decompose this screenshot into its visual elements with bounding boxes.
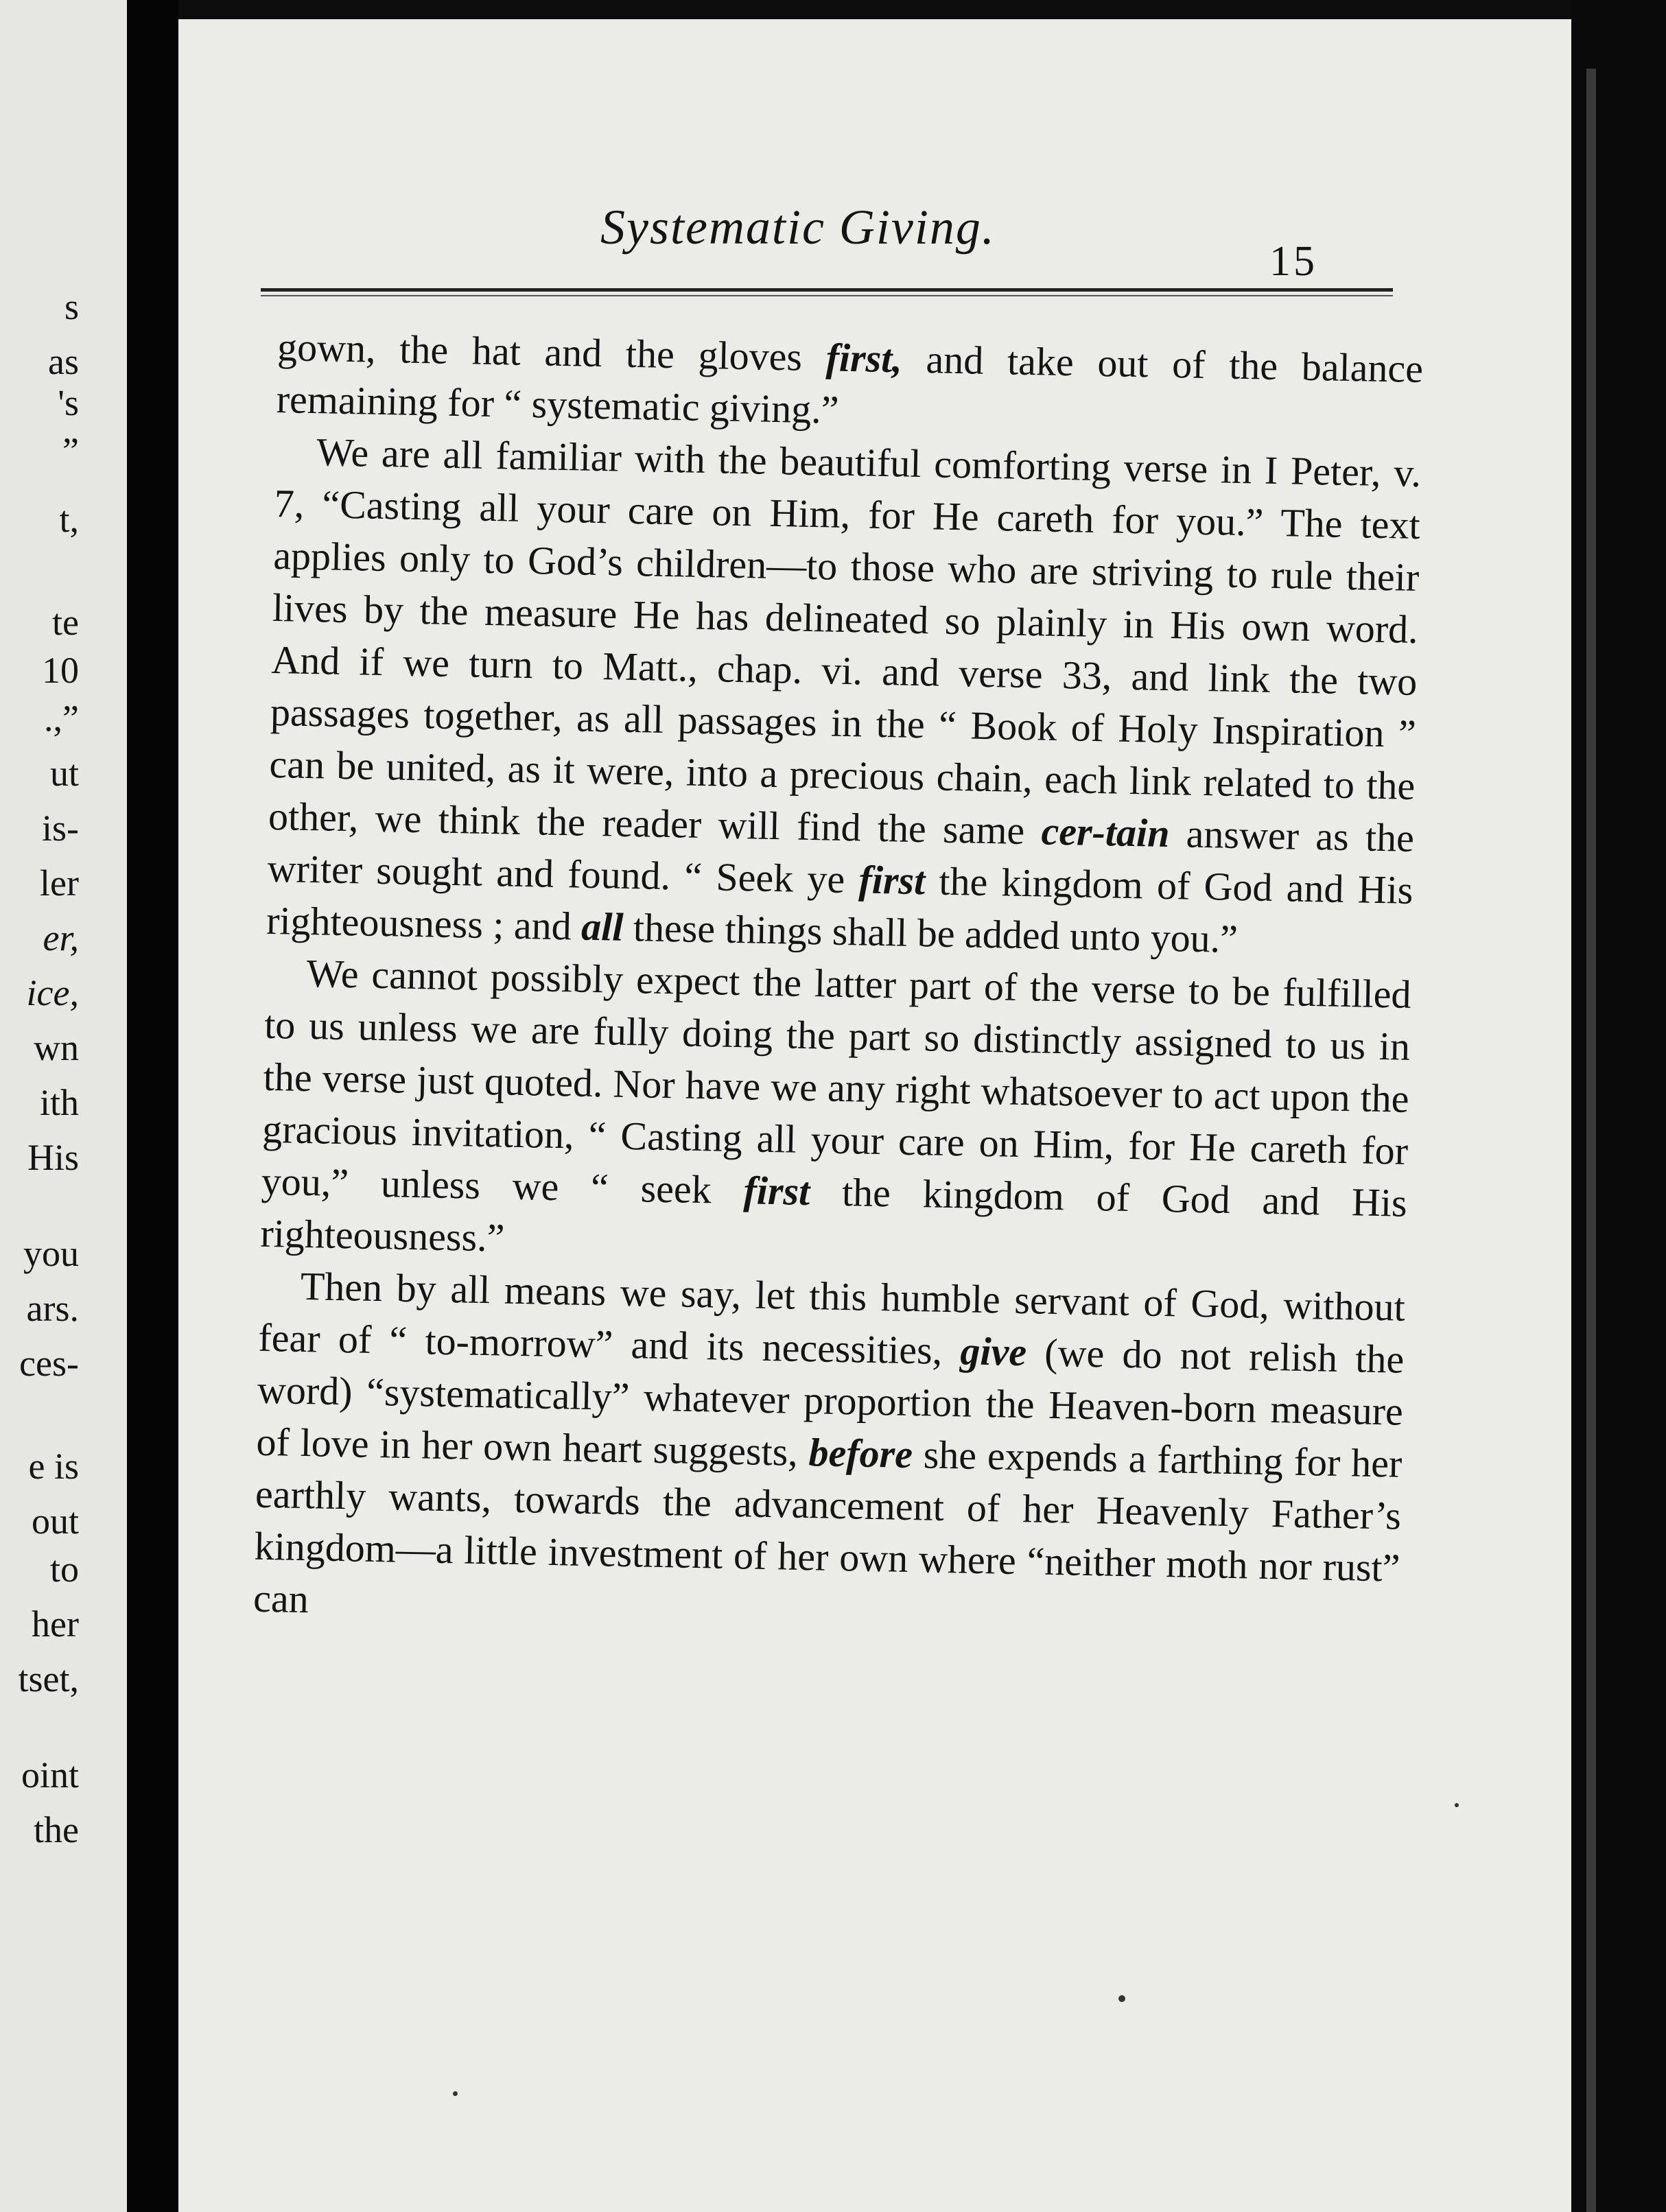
left-page-fragment: out <box>31 1501 79 1542</box>
left-page-fragment: oint <box>21 1754 79 1796</box>
emphasized-text: first, <box>825 335 903 381</box>
left-page-fragment: ice, <box>26 972 79 1013</box>
right-page-edge <box>1571 0 1666 2212</box>
left-page-fragment: ” <box>62 430 79 471</box>
left-page-fragment: tset, <box>18 1658 79 1699</box>
left-page-fragment: ith <box>39 1082 79 1123</box>
left-page-edge <box>0 0 127 2212</box>
left-page-fragment: His <box>27 1137 79 1178</box>
text-run: answer as the writer sought and found. “ Seek ye <box>267 811 1415 902</box>
left-page-fragment: er, <box>43 917 79 958</box>
emphasized-text: before <box>808 1430 913 1477</box>
paragraph <box>266 425 1421 969</box>
left-page-fragment: as <box>48 341 79 382</box>
paper-speck <box>1455 1803 1459 1807</box>
left-page-fragment: s <box>64 286 79 327</box>
paragraph <box>260 947 1411 1282</box>
header-rule-thin <box>261 295 1393 296</box>
left-page-fragment: her <box>32 1603 79 1645</box>
text-run: she expends a farthing for her earthly wants, towards the advancement of her Heavenly Father’s kingdom—a little investment of her own where “neither moth nor rust” can <box>253 1432 1403 1622</box>
text-run: We are all familiar with the beautiful comforting verse in I Peter, v. 7, “Casting all your care on Him, for He careth for you.” The text applies only to God’s children—to those who are striving to rule their lives by the measure He has delineated so plainly in His own word. And if we turn to Matt., chap. vi. and verse 33, and link the two passages together, as all passages in the “ Book of Holy Inspiration ” can be united, as it were, into a precious chain, each link related to the other, we think the reader will find the same <box>268 430 1422 854</box>
text-run: Then by all means we say, let this humble servant of God, without fear of “ to-morrow” and its necessities, <box>257 1263 1406 1374</box>
body-text <box>253 321 1424 1647</box>
left-page-fragment: is- <box>42 808 79 849</box>
left-page-fragment: te <box>52 602 79 643</box>
header-rule <box>261 288 1393 292</box>
emphasized-text: give <box>959 1328 1027 1375</box>
left-page-fragment: 's <box>58 382 79 423</box>
paper-speck <box>453 2091 458 2096</box>
book-gutter <box>127 0 178 2212</box>
left-page-fragment: ut <box>49 753 79 794</box>
emphasized-text: first <box>742 1168 810 1214</box>
text-run: gown, the hat and the gloves <box>277 324 827 380</box>
text-run: the kingdom of God and His righteousness ; and <box>266 858 1414 949</box>
left-page-fragment: e is <box>28 1446 79 1487</box>
emphasized-text: first <box>858 857 926 904</box>
page-number: 15 <box>1269 238 1317 285</box>
left-page-fragment: you <box>23 1233 79 1274</box>
left-page-fragment: t, <box>59 499 79 540</box>
running-head-title: Systematic Giving. <box>600 200 996 255</box>
left-page-fragment: ces- <box>19 1343 79 1384</box>
left-page-fragment: ler <box>40 862 79 904</box>
paper-speck <box>1118 1995 1125 2002</box>
emphasized-text: all <box>580 904 624 950</box>
left-page-fragment: .,” <box>44 698 79 739</box>
left-page-fragment: wn <box>34 1027 79 1068</box>
page-edge-strip <box>1586 69 1596 2212</box>
left-page-fragment: the <box>34 1809 79 1850</box>
paragraph <box>253 1260 1406 1647</box>
left-page-fragment: to <box>49 1549 79 1590</box>
text-run: the kingdom of God and His righteousness.” <box>259 1169 1408 1260</box>
emphasized-text: cer-tain <box>1041 808 1171 856</box>
text-run: these things shall be added unto you.” <box>622 904 1239 962</box>
text-run: We cannot possibly expect the latter part of the verse to be fulfilled to us unless we are fully doing the part so distinctly assigned to us in the verse just quoted. Nor have we any right whatsoever to act upon the gracious invitation, “ Casting all your care on Him, for He careth for you,” unless we “ seek <box>261 950 1412 1213</box>
text-run: and take out of the balance remaining for “ systematic giving.” <box>276 336 1424 432</box>
book-page <box>178 19 1571 2212</box>
text-run: (we do not relish the word) “systematically” whatever proportion the Heaven-born measure of love in her own heart suggests, <box>256 1330 1405 1475</box>
left-page-fragment: ars. <box>26 1288 79 1329</box>
left-page-fragment: 10 <box>42 650 79 691</box>
